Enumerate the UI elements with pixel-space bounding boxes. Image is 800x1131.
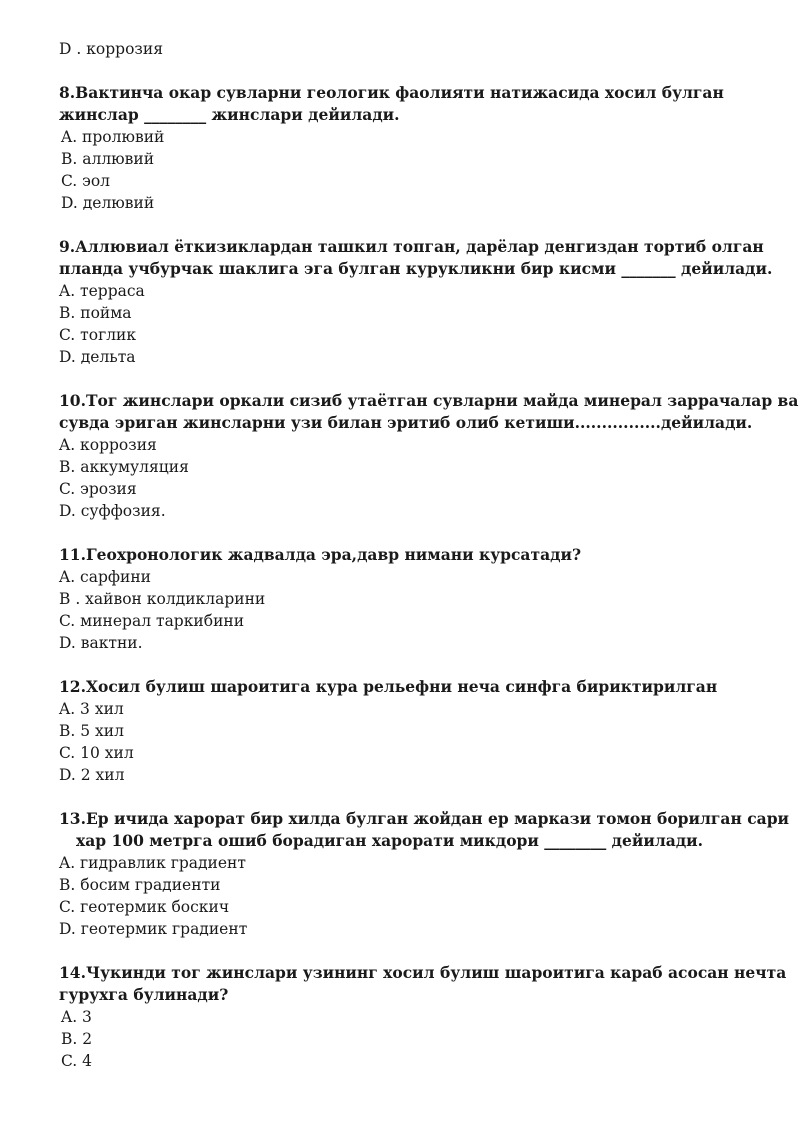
q12-option-c: C. 10 хил [59, 744, 134, 762]
question-8-text-cont: жинслар ________ жинслари дейилади. [59, 105, 400, 124]
q8-option-d: D. делювий [61, 194, 155, 212]
q12-option-b: B. 5 хил [59, 722, 124, 740]
q8-option-b: B. аллювий [61, 150, 155, 168]
question-14-text: 14.Чукинди тог жинслари узининг хосил булиш шароитига караб асосан нечта [59, 963, 787, 982]
question-14-text-cont: гурухга булинади? [59, 985, 229, 1004]
question-9-text-cont: планда учбурчак шаклига эга булган курукликни бир кисми _______ дейилади. [59, 259, 773, 278]
q12-option-a: A. 3 хил [59, 700, 124, 718]
q11-option-b: B . хайвон колдикларини [59, 590, 266, 608]
q10-option-c: C. эрозия [59, 480, 137, 498]
question-10-text: 10.Тог жинслари оркали сизиб утаётган сувларни майда минерал заррачалар ва [59, 391, 799, 410]
q10-option-a: A. коррозия [59, 436, 157, 454]
q9-option-d: D. дельта [59, 348, 136, 366]
q11-option-a: A. сарфини [59, 568, 152, 586]
q13-option-d: D. геотермик градиент [59, 920, 248, 938]
question-13-text-cont: хар 100 метрга ошиб борадиган харорати микдори ________ дейилади. [76, 831, 704, 850]
q9-option-b: B. пойма [59, 304, 132, 322]
q8-option-c: C. эол [61, 172, 111, 190]
q14-option-a: A. 3 [61, 1008, 92, 1026]
q9-option-a: A. терраса [59, 282, 145, 300]
q13-option-a: A. гидравлик градиент [59, 854, 246, 872]
q12-option-d: D. 2 хил [59, 766, 125, 784]
question-12-text: 12.Хосил булиш шароитига кура рельефни неча синфга бириктирилган [59, 677, 718, 696]
q8-option-a: A. пролювий [61, 128, 165, 146]
option-d: D . коррозия [59, 40, 163, 58]
q13-option-b: B. босим градиенти [59, 876, 221, 894]
q11-option-d: D. вактни. [59, 634, 143, 652]
question-9-text: 9.Аллювиал ёткизиклардан ташкил топган, дарёлар денгиздан тортиб олган [59, 237, 764, 256]
question-13-text: 13.Ер ичида харорат бир хилда булган жойдан ер маркази томон борилган сари [59, 809, 790, 828]
q10-option-d: D. суффозия. [59, 502, 166, 520]
q13-option-c: C. геотермик боскич [59, 898, 230, 916]
q14-option-b: B. 2 [61, 1030, 93, 1048]
q11-option-c: C. минерал таркибини [59, 612, 245, 630]
question-11-text: 11.Геохронологик жадвалда эра,давр нимани курсатади? [59, 545, 582, 564]
q9-option-c: C. тоглик [59, 326, 137, 344]
q14-option-c: C. 4 [61, 1052, 93, 1070]
q10-option-b: B. аккумуляция [59, 458, 189, 476]
question-10-text-cont: сувда эриган жинсларни узи билан эритиб олиб кетиши................дейилади. [59, 413, 753, 432]
question-8-text: 8.Вактинча окар сувларни геологик фаолияти натижасида хосил булган [59, 83, 724, 102]
